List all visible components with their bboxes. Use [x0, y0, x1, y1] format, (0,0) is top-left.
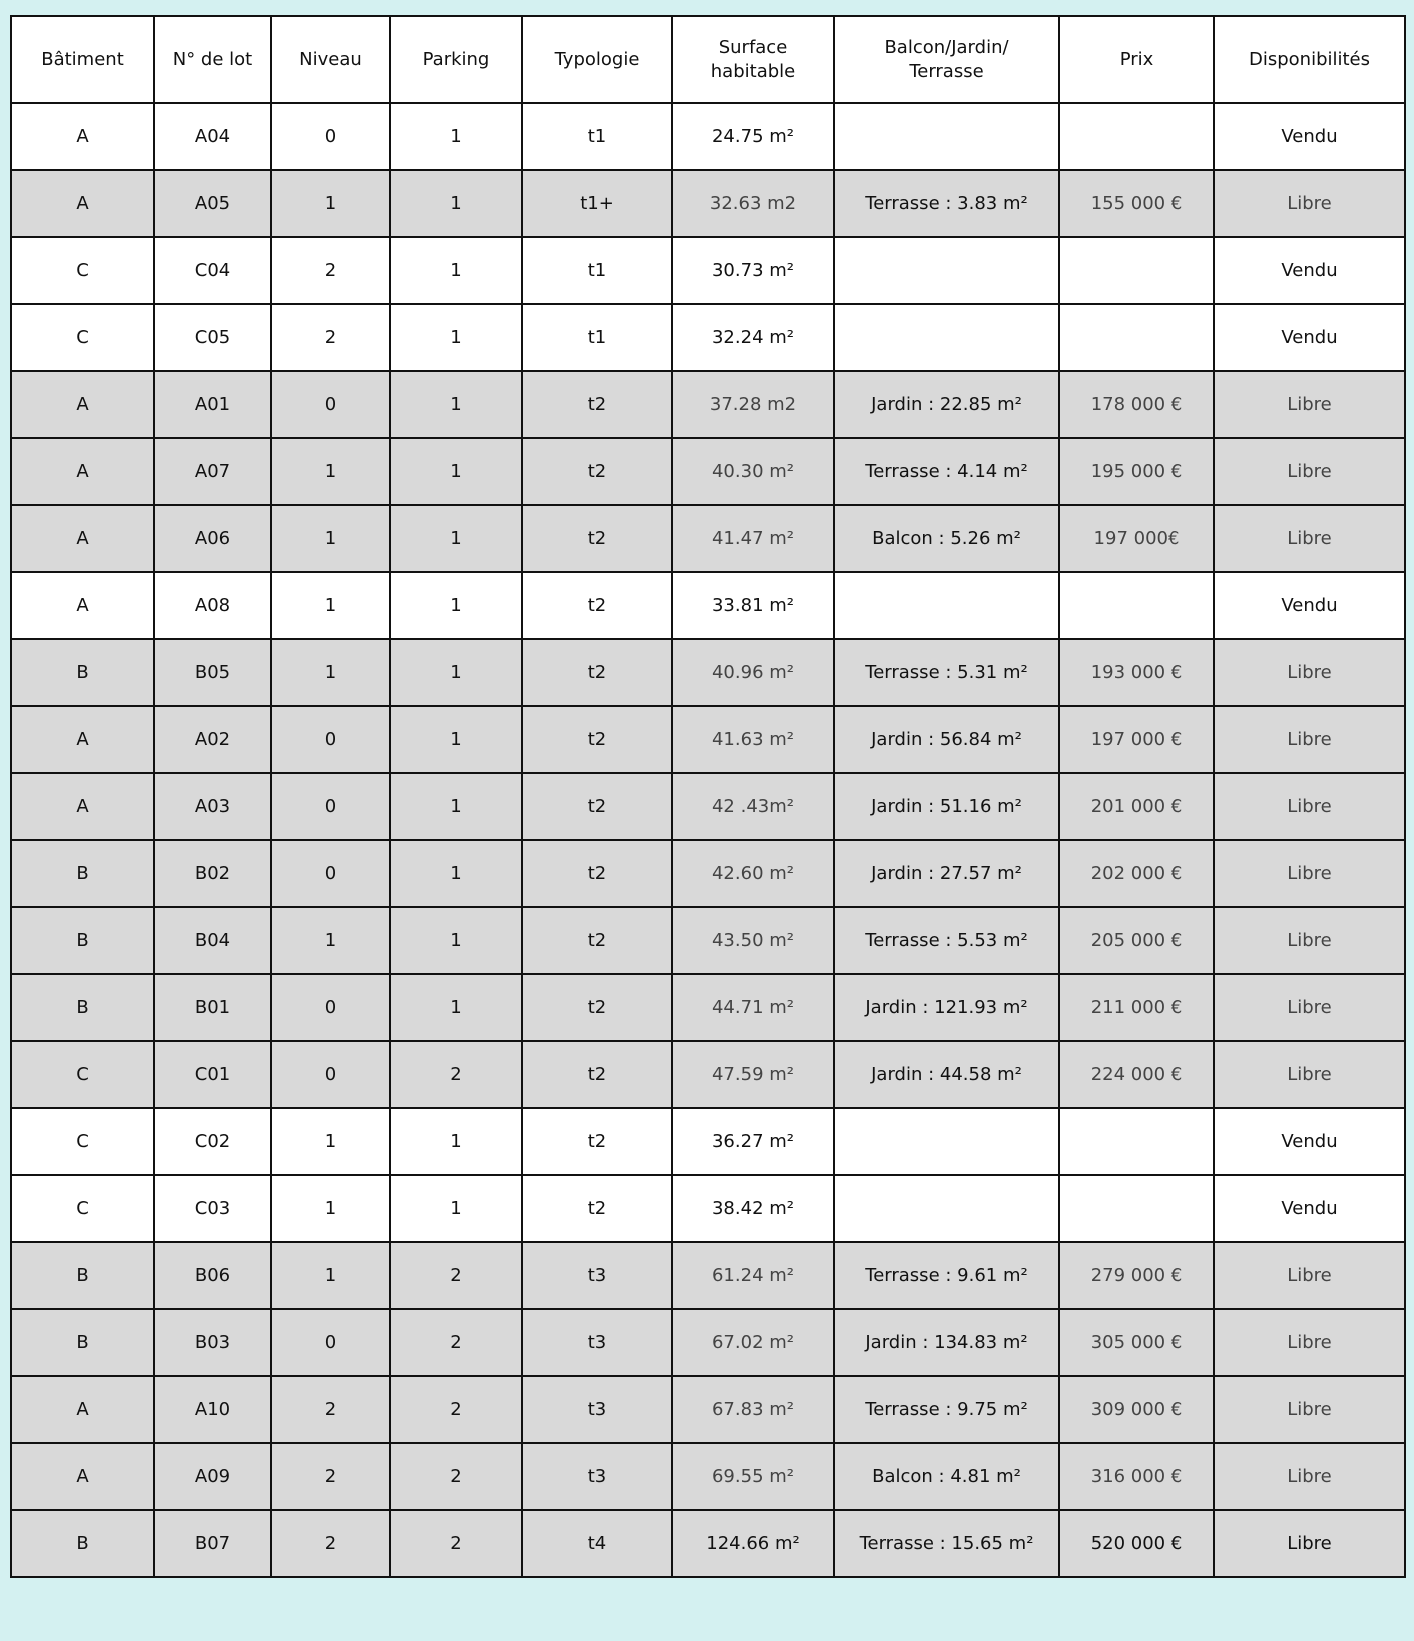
table-row	[11, 1175, 1405, 1242]
cell-dispo: Libre	[1214, 1443, 1405, 1510]
cell-lot: A03	[154, 773, 271, 840]
cell-surface: 41.47 m²	[672, 505, 834, 572]
cell-typologie: t2	[522, 773, 672, 840]
cell-exterieur: Balcon : 4.81 m²	[834, 1443, 1059, 1510]
table-row	[11, 572, 1405, 639]
cell-parking: 1	[390, 237, 522, 304]
cell-parking: 1	[390, 907, 522, 974]
cell-exterieur	[834, 1108, 1059, 1175]
cell-batiment: A	[11, 170, 154, 237]
cell-surface: 61.24 m²	[672, 1242, 834, 1309]
cell-parking: 1	[390, 505, 522, 572]
cell-batiment: C	[11, 1041, 154, 1108]
cell-exterieur: Jardin : 44.58 m²	[834, 1041, 1059, 1108]
header-batiment: Bâtiment	[11, 16, 154, 103]
cell-lot: C02	[154, 1108, 271, 1175]
cell-typologie: t2	[522, 505, 672, 572]
cell-niveau: 1	[271, 438, 390, 505]
cell-surface: 30.73 m²	[672, 237, 834, 304]
cell-niveau: 0	[271, 103, 390, 170]
header-exterieur-text: Balcon/Jardin/ Terrasse	[884, 36, 1009, 82]
cell-parking: 1	[390, 639, 522, 706]
cell-dispo: Libre	[1214, 371, 1405, 438]
cell-niveau: 0	[271, 1309, 390, 1376]
table-row	[11, 103, 1405, 170]
cell-lot: A08	[154, 572, 271, 639]
cell-batiment: C	[11, 237, 154, 304]
cell-parking: 1	[390, 572, 522, 639]
cell-prix: 205 000 €	[1059, 907, 1214, 974]
cell-prix: 155 000 €	[1059, 170, 1214, 237]
cell-typologie: t3	[522, 1309, 672, 1376]
cell-exterieur: Jardin : 56.84 m²	[834, 706, 1059, 773]
cell-niveau: 0	[271, 974, 390, 1041]
cell-parking: 1	[390, 840, 522, 907]
cell-typologie: t2	[522, 907, 672, 974]
cell-parking: 1	[390, 1108, 522, 1175]
cell-surface: 36.27 m²	[672, 1108, 834, 1175]
table-row	[11, 974, 1405, 1041]
cell-typologie: t2	[522, 1108, 672, 1175]
cell-exterieur: Jardin : 51.16 m²	[834, 773, 1059, 840]
header-surface	[672, 16, 834, 103]
cell-dispo: Libre	[1214, 1510, 1405, 1577]
cell-prix	[1059, 1175, 1214, 1242]
cell-prix: 224 000 €	[1059, 1041, 1214, 1108]
cell-exterieur	[834, 304, 1059, 371]
cell-niveau: 0	[271, 840, 390, 907]
cell-surface: 40.96 m²	[672, 639, 834, 706]
cell-lot: B01	[154, 974, 271, 1041]
table-row	[11, 170, 1405, 237]
cell-dispo: Vendu	[1214, 1108, 1405, 1175]
header-dispo: Disponibilités	[1214, 16, 1405, 103]
cell-surface: 24.75 m²	[672, 103, 834, 170]
cell-surface: 32.24 m²	[672, 304, 834, 371]
cell-dispo: Libre	[1214, 1242, 1405, 1309]
cell-prix	[1059, 237, 1214, 304]
cell-typologie: t3	[522, 1242, 672, 1309]
cell-typologie: t3	[522, 1376, 672, 1443]
cell-surface: 67.02 m²	[672, 1309, 834, 1376]
cell-lot: B02	[154, 840, 271, 907]
cell-lot: B07	[154, 1510, 271, 1577]
cell-surface: 42 .43m²	[672, 773, 834, 840]
cell-exterieur: Terrasse : 3.83 m²	[834, 170, 1059, 237]
table-row	[11, 438, 1405, 505]
cell-niveau: 1	[271, 1242, 390, 1309]
cell-surface: 40.30 m²	[672, 438, 834, 505]
cell-prix: 520 000 €	[1059, 1510, 1214, 1577]
cell-niveau: 2	[271, 237, 390, 304]
cell-lot: B06	[154, 1242, 271, 1309]
cell-prix: 202 000 €	[1059, 840, 1214, 907]
table-row	[11, 1376, 1405, 1443]
cell-niveau: 1	[271, 907, 390, 974]
cell-lot: C03	[154, 1175, 271, 1242]
cell-exterieur: Terrasse : 15.65 m²	[834, 1510, 1059, 1577]
cell-typologie: t1	[522, 237, 672, 304]
table-row	[11, 237, 1405, 304]
cell-surface: 33.81 m²	[672, 572, 834, 639]
cell-niveau: 2	[271, 304, 390, 371]
cell-batiment: C	[11, 1175, 154, 1242]
cell-dispo: Vendu	[1214, 304, 1405, 371]
cell-exterieur: Terrasse : 4.14 m²	[834, 438, 1059, 505]
cell-typologie: t2	[522, 1175, 672, 1242]
header-row	[11, 16, 1405, 103]
cell-batiment: B	[11, 1309, 154, 1376]
cell-batiment: A	[11, 371, 154, 438]
table-row	[11, 840, 1405, 907]
cell-dispo: Libre	[1214, 1041, 1405, 1108]
cell-batiment: B	[11, 639, 154, 706]
cell-surface: 43.50 m²	[672, 907, 834, 974]
cell-typologie: t1	[522, 304, 672, 371]
cell-prix: 201 000 €	[1059, 773, 1214, 840]
cell-typologie: t2	[522, 1041, 672, 1108]
header-niveau: Niveau	[271, 16, 390, 103]
cell-niveau: 1	[271, 1175, 390, 1242]
cell-dispo: Vendu	[1214, 1175, 1405, 1242]
header-prix: Prix	[1059, 16, 1214, 103]
cell-typologie: t2	[522, 371, 672, 438]
cell-batiment: A	[11, 505, 154, 572]
cell-exterieur: Terrasse : 5.31 m²	[834, 639, 1059, 706]
cell-batiment: C	[11, 1108, 154, 1175]
cell-surface: 124.66 m²	[672, 1510, 834, 1577]
cell-niveau: 1	[271, 1108, 390, 1175]
cell-batiment: C	[11, 304, 154, 371]
table-row	[11, 371, 1405, 438]
table-row	[11, 773, 1405, 840]
cell-lot: A01	[154, 371, 271, 438]
cell-batiment: A	[11, 438, 154, 505]
cell-typologie: t2	[522, 706, 672, 773]
cell-prix: 195 000 €	[1059, 438, 1214, 505]
cell-prix	[1059, 1108, 1214, 1175]
table-body	[11, 103, 1405, 1577]
cell-dispo: Libre	[1214, 1376, 1405, 1443]
header-lot: N° de lot	[154, 16, 271, 103]
cell-exterieur: Jardin : 22.85 m²	[834, 371, 1059, 438]
cell-surface: 47.59 m²	[672, 1041, 834, 1108]
cell-dispo: Libre	[1214, 1309, 1405, 1376]
table-row	[11, 706, 1405, 773]
table-row	[11, 1309, 1405, 1376]
table-row	[11, 1510, 1405, 1577]
cell-exterieur: Balcon : 5.26 m²	[834, 505, 1059, 572]
cell-typologie: t1+	[522, 170, 672, 237]
header-surface-text: Surface habitable	[710, 36, 796, 82]
cell-prix: 305 000 €	[1059, 1309, 1214, 1376]
cell-lot: C04	[154, 237, 271, 304]
cell-niveau: 1	[271, 572, 390, 639]
cell-parking: 1	[390, 974, 522, 1041]
cell-parking: 2	[390, 1309, 522, 1376]
cell-dispo: Libre	[1214, 639, 1405, 706]
cell-prix: 197 000€	[1059, 505, 1214, 572]
cell-surface: 37.28 m2	[672, 371, 834, 438]
cell-surface: 67.83 m²	[672, 1376, 834, 1443]
cell-batiment: B	[11, 907, 154, 974]
cell-niveau: 1	[271, 639, 390, 706]
cell-lot: A02	[154, 706, 271, 773]
cell-lot: A10	[154, 1376, 271, 1443]
cell-parking: 1	[390, 371, 522, 438]
table-row	[11, 1443, 1405, 1510]
cell-exterieur: Jardin : 121.93 m²	[834, 974, 1059, 1041]
header-exterieur	[834, 16, 1059, 103]
cell-prix: 211 000 €	[1059, 974, 1214, 1041]
cell-lot: B03	[154, 1309, 271, 1376]
cell-niveau: 0	[271, 1041, 390, 1108]
cell-surface: 69.55 m²	[672, 1443, 834, 1510]
cell-surface: 42.60 m²	[672, 840, 834, 907]
cell-niveau: 1	[271, 505, 390, 572]
cell-surface: 44.71 m²	[672, 974, 834, 1041]
cell-parking: 1	[390, 438, 522, 505]
cell-parking: 2	[390, 1510, 522, 1577]
cell-surface: 38.42 m²	[672, 1175, 834, 1242]
cell-batiment: A	[11, 103, 154, 170]
cell-exterieur	[834, 572, 1059, 639]
cell-lot: A04	[154, 103, 271, 170]
cell-exterieur	[834, 237, 1059, 304]
header-parking: Parking	[390, 16, 522, 103]
table-row	[11, 639, 1405, 706]
cell-niveau: 1	[271, 170, 390, 237]
cell-prix: 309 000 €	[1059, 1376, 1214, 1443]
cell-typologie: t2	[522, 639, 672, 706]
cell-batiment: A	[11, 773, 154, 840]
header-typologie: Typologie	[522, 16, 672, 103]
cell-lot: C01	[154, 1041, 271, 1108]
cell-prix	[1059, 103, 1214, 170]
cell-dispo: Libre	[1214, 438, 1405, 505]
cell-batiment: B	[11, 1510, 154, 1577]
cell-dispo: Vendu	[1214, 572, 1405, 639]
cell-parking: 1	[390, 706, 522, 773]
cell-lot: A06	[154, 505, 271, 572]
cell-dispo: Vendu	[1214, 237, 1405, 304]
cell-niveau: 2	[271, 1510, 390, 1577]
cell-exterieur: Terrasse : 9.75 m²	[834, 1376, 1059, 1443]
cell-parking: 2	[390, 1443, 522, 1510]
cell-prix: 316 000 €	[1059, 1443, 1214, 1510]
cell-lot: B04	[154, 907, 271, 974]
cell-dispo: Libre	[1214, 505, 1405, 572]
cell-batiment: A	[11, 572, 154, 639]
cell-dispo: Vendu	[1214, 103, 1405, 170]
table-row	[11, 1242, 1405, 1309]
lots-table-container	[10, 15, 1404, 1578]
cell-batiment: A	[11, 1376, 154, 1443]
cell-exterieur	[834, 103, 1059, 170]
cell-batiment: B	[11, 974, 154, 1041]
cell-typologie: t1	[522, 103, 672, 170]
cell-exterieur	[834, 1175, 1059, 1242]
cell-exterieur: Terrasse : 9.61 m²	[834, 1242, 1059, 1309]
cell-dispo: Libre	[1214, 773, 1405, 840]
table-row	[11, 1108, 1405, 1175]
cell-parking: 1	[390, 103, 522, 170]
cell-parking: 2	[390, 1376, 522, 1443]
cell-exterieur: Jardin : 27.57 m²	[834, 840, 1059, 907]
cell-surface: 41.63 m²	[672, 706, 834, 773]
cell-batiment: B	[11, 840, 154, 907]
cell-prix: 178 000 €	[1059, 371, 1214, 438]
cell-parking: 2	[390, 1041, 522, 1108]
cell-typologie: t2	[522, 840, 672, 907]
cell-typologie: t2	[522, 438, 672, 505]
cell-dispo: Libre	[1214, 706, 1405, 773]
table-row	[11, 304, 1405, 371]
cell-lot: A07	[154, 438, 271, 505]
cell-parking: 1	[390, 170, 522, 237]
cell-niveau: 0	[271, 706, 390, 773]
cell-dispo: Libre	[1214, 907, 1405, 974]
cell-prix: 197 000 €	[1059, 706, 1214, 773]
cell-exterieur: Jardin : 134.83 m²	[834, 1309, 1059, 1376]
cell-prix: 193 000 €	[1059, 639, 1214, 706]
cell-typologie: t2	[522, 974, 672, 1041]
cell-dispo: Libre	[1214, 170, 1405, 237]
table-row	[11, 505, 1405, 572]
cell-exterieur: Terrasse : 5.53 m²	[834, 907, 1059, 974]
cell-niveau: 2	[271, 1443, 390, 1510]
cell-lot: C05	[154, 304, 271, 371]
cell-prix: 279 000 €	[1059, 1242, 1214, 1309]
cell-lot: B05	[154, 639, 271, 706]
cell-typologie: t3	[522, 1443, 672, 1510]
cell-niveau: 2	[271, 1376, 390, 1443]
cell-parking: 1	[390, 773, 522, 840]
cell-typologie: t2	[522, 572, 672, 639]
cell-typologie: t4	[522, 1510, 672, 1577]
lots-table	[10, 15, 1406, 1578]
cell-prix	[1059, 572, 1214, 639]
cell-niveau: 0	[271, 773, 390, 840]
cell-batiment: A	[11, 1443, 154, 1510]
cell-dispo: Libre	[1214, 840, 1405, 907]
cell-batiment: B	[11, 1242, 154, 1309]
cell-dispo: Libre	[1214, 974, 1405, 1041]
cell-batiment: A	[11, 706, 154, 773]
cell-parking: 1	[390, 304, 522, 371]
cell-lot: A05	[154, 170, 271, 237]
table-row	[11, 907, 1405, 974]
cell-prix	[1059, 304, 1214, 371]
cell-lot: A09	[154, 1443, 271, 1510]
cell-surface: 32.63 m2	[672, 170, 834, 237]
cell-parking: 2	[390, 1242, 522, 1309]
cell-niveau: 0	[271, 371, 390, 438]
cell-parking: 1	[390, 1175, 522, 1242]
table-row	[11, 1041, 1405, 1108]
